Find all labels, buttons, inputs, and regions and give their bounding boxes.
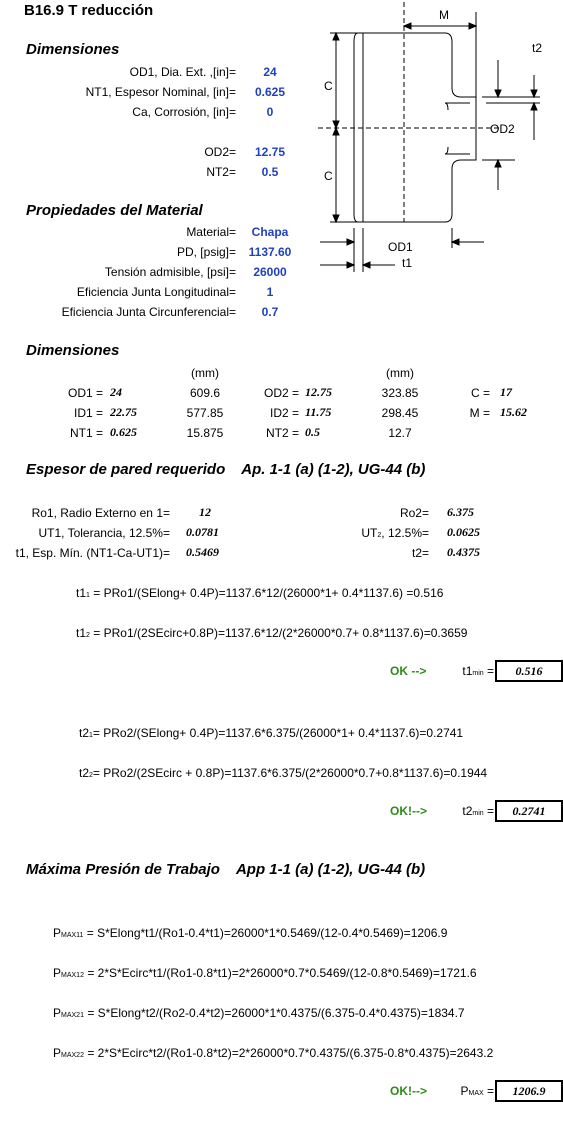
ca-label: Ca, Corrosión, [in]= — [132, 105, 236, 119]
ok-indicator-t2: OK!--> — [390, 804, 427, 818]
mm-header-2: (mm) — [386, 366, 414, 380]
ut2-label: UT2, 12.5%= — [361, 526, 429, 540]
od1-label: OD1, Dia. Ext. ,[in]= — [129, 65, 236, 79]
t2-equation-1: t21= PRo2/(SElong+ 0.4P)=1137.6*6.375/(26000*1+ 0.4*1137.6)=0.2741 — [79, 726, 464, 740]
nt2-label: NT2= — [206, 165, 236, 179]
allowable-stress-label: Tensión admisible, [psi]= — [104, 265, 236, 279]
thickness-heading: Espesor de pared requerido Ap. 1-1 (a) (1-2), UG-44 (b) — [26, 461, 426, 478]
ro1-value: 12 — [199, 505, 211, 519]
t1-equation-1: t11 = PRo1/(SElong+ 0.4P)=1137.6*12/(26000*1+ 0.4*1137.6) =0.516 — [76, 586, 444, 600]
dimensions-heading: Dimensiones — [26, 41, 120, 58]
page-title: B16.9 T reducción — [24, 2, 154, 19]
pmax12-equation: PMAX12 = 2*S*Ecirc*t1/(Ro1-0.8*t1)=2*26000*0.7*0.5469/(12-0.8*0.5469)=1721.6 — [53, 966, 477, 980]
od2-label: OD2= — [204, 145, 236, 159]
t1-min-value: 0.5469 — [186, 545, 219, 559]
ut1-value: 0.0781 — [186, 525, 219, 539]
long-joint-eff-label: Eficiencia Junta Longitudinal= — [76, 285, 236, 299]
dim-od2-label: OD2 — [490, 122, 515, 136]
mm-header-1: (mm) — [191, 366, 219, 380]
dim-m-label: M — [439, 8, 449, 22]
od1-value[interactable]: 24 — [263, 65, 277, 79]
pmax-heading: Máxima Presión de Trabajo App 1-1 (a) (1-2), UG-44 (b) — [26, 861, 426, 878]
material-label: Material= — [186, 225, 236, 239]
pmax11-equation: PMAX11 = S*Elong*t1/(Ro1-0.4*t1)=26000*1*0.5469/(12-0.4*0.5469)=1206.9 — [53, 926, 448, 940]
circ-joint-eff-label: Eficiencia Junta Circunferencial= — [61, 305, 236, 319]
dim-c-top-label: C — [324, 79, 333, 93]
circ-joint-eff-value[interactable]: 0.7 — [261, 305, 279, 319]
od2-value[interactable]: 12.75 — [254, 145, 286, 159]
nt1-value[interactable]: 0.625 — [254, 85, 286, 99]
ro2-value: 6.375 — [447, 505, 474, 519]
t2-min-result-box: 0.2741 — [495, 800, 563, 822]
pmax-result-label: PMAX = — [460, 1084, 494, 1098]
pmax21-equation: PMAX21 = S*Elong*t2/(Ro2-0.4*t2)=26000*1*0.4375/(6.375-0.4*0.4375)=1834.7 — [53, 1006, 465, 1020]
ok-indicator-t1: OK --> — [390, 664, 427, 678]
pd-value[interactable]: 1137.60 — [248, 245, 292, 259]
dim-t1-label: t1 — [402, 256, 413, 270]
allowable-stress-value[interactable]: 26000 — [253, 265, 287, 279]
t2-value: 0.4375 — [447, 545, 480, 559]
t2-label: t2= — [411, 546, 429, 560]
t2-min-result-label: t2min = — [462, 804, 494, 818]
material-heading: Propiedades del Material — [26, 202, 203, 219]
ca-value[interactable]: 0 — [266, 105, 274, 119]
nt1-label: NT1, Espesor Nominal, [in]= — [85, 85, 236, 99]
t2-equation-2: t22= PRo2/(2SEcirc + 0.8P)=1137.6*6.375/(2*26000*0.7+0.8*1137.6)=0.1944 — [79, 766, 488, 780]
long-joint-eff-value[interactable]: 1 — [266, 285, 274, 299]
ok-indicator-pmax: OK!--> — [390, 1084, 427, 1098]
dim-od1-label: OD1 — [388, 240, 413, 254]
ro2-label: Ro2= — [399, 506, 429, 520]
ut2-value: 0.0625 — [447, 525, 480, 539]
t1-min-result-label: t1min = — [462, 664, 494, 678]
pd-label: PD, [psig]= — [176, 245, 236, 259]
t1-min-label: t1, Esp. Mín. (NT1-Ca-UT1)= — [15, 546, 170, 560]
t1-equation-2: t12 = PRo1/(2SEcirc+0.8P)=1137.6*12/(2*26000*0.7+ 0.8*1137.6)=0.3659 — [76, 626, 468, 640]
material-value[interactable]: Chapa — [251, 225, 289, 239]
nt2-value[interactable]: 0.5 — [261, 165, 279, 179]
ro1-label: Ro1, Radio Externo en 1= — [31, 506, 170, 520]
ut1-label: UT1, Tolerancia, 12.5%= — [38, 526, 170, 540]
dim-c-bottom-label: C — [324, 169, 333, 183]
tee-diagram — [300, 0, 563, 280]
dim-t2-label: t2 — [532, 41, 543, 55]
pmax-result-box: 1206.9 — [495, 1080, 563, 1102]
dimensions-table-heading: Dimensiones — [26, 342, 120, 359]
t1-min-result-box: 0.516 — [495, 660, 563, 682]
pmax22-equation: PMAX22 = 2*S*Ecirc*t2/(Ro1-0.8*t2)=2*26000*0.7*0.4375/(6.375-0.8*0.4375)=2643.2 — [53, 1046, 494, 1060]
